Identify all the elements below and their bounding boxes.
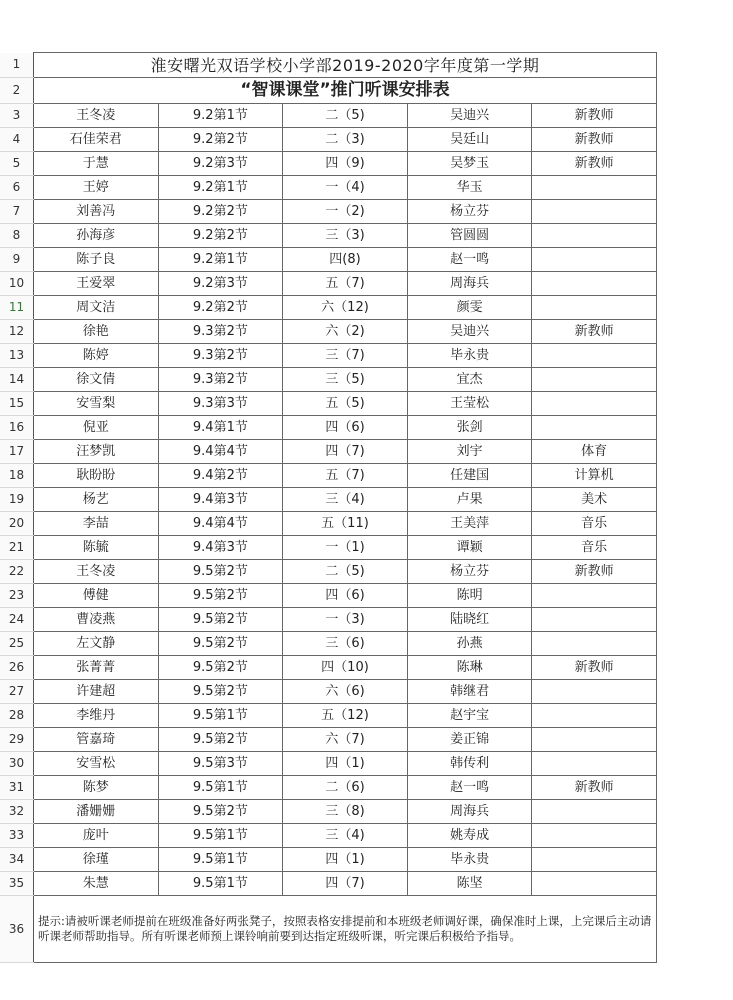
listener-name-cell[interactable]: 杨立芬	[407, 200, 532, 224]
class-cell[interactable]: 五（7)	[283, 272, 408, 296]
row-number[interactable]: 14	[0, 368, 34, 392]
row-number[interactable]: 10	[0, 272, 34, 296]
table-row	[0, 512, 733, 536]
row-number[interactable]: 25	[0, 632, 34, 656]
listener-name-cell[interactable]: 张剑	[407, 416, 532, 440]
remark-cell[interactable]: 音乐	[532, 512, 657, 536]
row-number[interactable]: 7	[0, 200, 34, 224]
row-number[interactable]: 29	[0, 728, 34, 752]
teacher-name-cell[interactable]: 管嘉琦	[34, 728, 159, 752]
table-row	[0, 608, 733, 632]
lesson-time-cell[interactable]: 9.2第2节	[158, 296, 283, 320]
teacher-name-cell[interactable]: 徐瑾	[34, 848, 159, 872]
empty-cell[interactable]	[657, 584, 733, 608]
empty-cell[interactable]	[657, 872, 733, 896]
row-number[interactable]: 28	[0, 704, 34, 728]
title-row	[0, 53, 733, 78]
lesson-time-cell[interactable]: 9.2第2节	[158, 200, 283, 224]
class-cell[interactable]: 四（7)	[283, 440, 408, 464]
lesson-time-cell[interactable]: 9.2第3节	[158, 152, 283, 176]
lesson-time-cell[interactable]: 9.4第1节	[158, 416, 283, 440]
row-number[interactable]: 22	[0, 560, 34, 584]
table-row	[0, 752, 733, 776]
lesson-time-cell[interactable]: 9.2第2节	[158, 128, 283, 152]
row-number[interactable]: 8	[0, 224, 34, 248]
row-number[interactable]: 15	[0, 392, 34, 416]
lesson-time-cell[interactable]: 9.3第2节	[158, 344, 283, 368]
teacher-name-cell[interactable]: 陈梦	[34, 776, 159, 800]
remark-cell[interactable]	[532, 752, 657, 776]
empty-cell[interactable]	[657, 416, 733, 440]
empty-cell[interactable]	[657, 632, 733, 656]
empty-cell[interactable]	[657, 560, 733, 584]
remark-cell[interactable]	[532, 368, 657, 392]
teacher-name-cell[interactable]: 曹凌燕	[34, 608, 159, 632]
lesson-time-cell[interactable]: 9.4第4节	[158, 512, 283, 536]
class-cell[interactable]: 四（6)	[283, 416, 408, 440]
class-cell[interactable]: 六（6)	[283, 680, 408, 704]
remark-cell[interactable]: 新教师	[532, 656, 657, 680]
empty-cell[interactable]	[657, 440, 733, 464]
lesson-time-cell[interactable]: 9.5第1节	[158, 704, 283, 728]
teacher-name-cell[interactable]: 安雪松	[34, 752, 159, 776]
spreadsheet	[0, 52, 733, 963]
table-row	[0, 296, 733, 320]
empty-cell[interactable]	[657, 128, 733, 152]
listener-name-cell[interactable]: 周海兵	[407, 272, 532, 296]
class-cell[interactable]: 二（5)	[283, 104, 408, 128]
remark-cell[interactable]	[532, 848, 657, 872]
teacher-name-cell[interactable]: 陈毓	[34, 536, 159, 560]
empty-cell[interactable]	[657, 728, 733, 752]
table-row	[0, 632, 733, 656]
row-number[interactable]: 35	[0, 872, 34, 896]
listener-name-cell[interactable]: 吴迪兴	[407, 320, 532, 344]
row-number[interactable]: 11	[0, 296, 34, 320]
row-number[interactable]: 16	[0, 416, 34, 440]
lesson-time-cell[interactable]: 9.5第2节	[158, 728, 283, 752]
listener-name-cell[interactable]: 赵一鸣	[407, 776, 532, 800]
listener-name-cell[interactable]: 赵宇宝	[407, 704, 532, 728]
row-number[interactable]: 2	[0, 78, 34, 104]
listener-name-cell[interactable]: 颜雯	[407, 296, 532, 320]
lesson-time-cell[interactable]: 9.5第2节	[158, 632, 283, 656]
listener-name-cell[interactable]: 姜正锦	[407, 728, 532, 752]
teacher-name-cell[interactable]: 朱慧	[34, 872, 159, 896]
sheet-title[interactable]: 淮安曙光双语学校小学部2019-2020字年度第一学期	[34, 53, 657, 78]
empty-cell[interactable]	[657, 320, 733, 344]
teacher-name-cell[interactable]: 杨艺	[34, 488, 159, 512]
class-cell[interactable]: 五（11)	[283, 512, 408, 536]
lesson-time-cell[interactable]: 9.5第2节	[158, 656, 283, 680]
remark-cell[interactable]	[532, 296, 657, 320]
lesson-time-cell[interactable]: 9.3第3节	[158, 392, 283, 416]
lesson-time-cell[interactable]: 9.2第1节	[158, 248, 283, 272]
class-cell[interactable]: 三（6)	[283, 632, 408, 656]
row-number[interactable]: 24	[0, 608, 34, 632]
teacher-name-cell[interactable]: 周文洁	[34, 296, 159, 320]
empty-cell[interactable]	[657, 800, 733, 824]
remark-cell[interactable]: 计算机	[532, 464, 657, 488]
row-number[interactable]: 36	[0, 896, 34, 963]
table-row	[0, 272, 733, 296]
class-cell[interactable]: 四(8)	[283, 248, 408, 272]
table-row	[0, 392, 733, 416]
empty-cell[interactable]	[657, 200, 733, 224]
remark-cell[interactable]: 新教师	[532, 320, 657, 344]
row-number[interactable]: 13	[0, 344, 34, 368]
class-cell[interactable]: 四（1)	[283, 848, 408, 872]
empty-cell[interactable]	[657, 53, 733, 78]
empty-cell[interactable]	[657, 78, 733, 104]
listener-name-cell[interactable]: 姚寿成	[407, 824, 532, 848]
teacher-name-cell[interactable]: 安雪梨	[34, 392, 159, 416]
class-cell[interactable]: 一（4)	[283, 176, 408, 200]
listener-name-cell[interactable]: 吴廷山	[407, 128, 532, 152]
table-row	[0, 224, 733, 248]
table-row	[0, 152, 733, 176]
empty-cell[interactable]	[657, 368, 733, 392]
class-cell[interactable]: 五（5)	[283, 392, 408, 416]
class-cell[interactable]: 六（12)	[283, 296, 408, 320]
listener-name-cell[interactable]: 吴梦玉	[407, 152, 532, 176]
table-row	[0, 704, 733, 728]
row-number[interactable]: 27	[0, 680, 34, 704]
remark-cell[interactable]	[532, 824, 657, 848]
table-row	[0, 656, 733, 680]
empty-cell[interactable]	[657, 848, 733, 872]
teacher-name-cell[interactable]: 孙海彦	[34, 224, 159, 248]
empty-cell[interactable]	[657, 296, 733, 320]
listener-name-cell[interactable]: 周海兵	[407, 800, 532, 824]
empty-cell[interactable]	[657, 536, 733, 560]
row-number[interactable]: 17	[0, 440, 34, 464]
remark-cell[interactable]	[532, 392, 657, 416]
lesson-time-cell[interactable]: 9.5第2节	[158, 800, 283, 824]
schedule-table	[0, 52, 733, 963]
table-row	[0, 680, 733, 704]
teacher-name-cell[interactable]: 于慧	[34, 152, 159, 176]
remark-cell[interactable]	[532, 680, 657, 704]
table-row	[0, 320, 733, 344]
listener-name-cell[interactable]: 卢果	[407, 488, 532, 512]
row-number[interactable]: 30	[0, 752, 34, 776]
class-cell[interactable]: 一（1)	[283, 536, 408, 560]
row-number[interactable]: 19	[0, 488, 34, 512]
row-number[interactable]: 34	[0, 848, 34, 872]
empty-cell[interactable]	[657, 272, 733, 296]
lesson-time-cell[interactable]: 9.4第3节	[158, 536, 283, 560]
listener-name-cell[interactable]: 陈琳	[407, 656, 532, 680]
class-cell[interactable]: 三（5)	[283, 368, 408, 392]
table-row	[0, 728, 733, 752]
remark-cell[interactable]	[532, 704, 657, 728]
remark-cell[interactable]	[532, 608, 657, 632]
teacher-name-cell[interactable]: 耿盼盼	[34, 464, 159, 488]
class-cell[interactable]: 四（9)	[283, 152, 408, 176]
row-number[interactable]: 6	[0, 176, 34, 200]
class-cell[interactable]: 六（7)	[283, 728, 408, 752]
empty-cell[interactable]	[657, 176, 733, 200]
empty-cell[interactable]	[657, 248, 733, 272]
class-cell[interactable]: 一（3)	[283, 608, 408, 632]
class-cell[interactable]: 三（4)	[283, 488, 408, 512]
table-row	[0, 104, 733, 128]
row-number[interactable]: 23	[0, 584, 34, 608]
note-row	[0, 896, 733, 963]
empty-cell[interactable]	[657, 680, 733, 704]
remark-cell[interactable]: 新教师	[532, 104, 657, 128]
table-row	[0, 536, 733, 560]
row-number[interactable]: 33	[0, 824, 34, 848]
lesson-time-cell[interactable]: 9.2第3节	[158, 272, 283, 296]
lesson-time-cell[interactable]: 9.5第1节	[158, 776, 283, 800]
row-number[interactable]: 18	[0, 464, 34, 488]
lesson-time-cell[interactable]: 9.4第3节	[158, 488, 283, 512]
table-row	[0, 416, 733, 440]
teacher-name-cell[interactable]: 张菁菁	[34, 656, 159, 680]
table-row	[0, 848, 733, 872]
empty-cell[interactable]	[657, 752, 733, 776]
row-number[interactable]: 4	[0, 128, 34, 152]
class-cell[interactable]: 三（3)	[283, 224, 408, 248]
listener-name-cell[interactable]: 王莹松	[407, 392, 532, 416]
empty-cell[interactable]	[657, 608, 733, 632]
empty-cell[interactable]	[657, 512, 733, 536]
listener-name-cell[interactable]: 韩继君	[407, 680, 532, 704]
remark-cell[interactable]: 新教师	[532, 560, 657, 584]
row-number[interactable]: 12	[0, 320, 34, 344]
teacher-name-cell[interactable]: 许建超	[34, 680, 159, 704]
table-row	[0, 464, 733, 488]
teacher-name-cell[interactable]: 潘姗姗	[34, 800, 159, 824]
footer-note[interactable]: 提示:请被听课老师提前在班级准备好两张凳子，按照表格安排提前和本班级老师调好课，确保准时上课，上完课后主动请听课老师帮助指导。所有听课老师预上课铃响前要到达指定班级听课，听完课后积极给予指导。	[34, 896, 657, 963]
sheet-subtitle[interactable]: “智课课堂”推门听课安排表	[34, 78, 657, 104]
remark-cell[interactable]	[532, 584, 657, 608]
table-row	[0, 344, 733, 368]
listener-name-cell[interactable]: 孙燕	[407, 632, 532, 656]
listener-name-cell[interactable]: 陈明	[407, 584, 532, 608]
remark-cell[interactable]	[532, 728, 657, 752]
class-cell[interactable]: 一（2)	[283, 200, 408, 224]
class-cell[interactable]: 六（2)	[283, 320, 408, 344]
lesson-time-cell[interactable]: 9.5第1节	[158, 848, 283, 872]
listener-name-cell[interactable]: 华玉	[407, 176, 532, 200]
lesson-time-cell[interactable]: 9.2第2节	[158, 224, 283, 248]
table-row	[0, 776, 733, 800]
listener-name-cell[interactable]: 管圆圆	[407, 224, 532, 248]
lesson-time-cell[interactable]: 9.3第2节	[158, 368, 283, 392]
empty-cell[interactable]	[657, 152, 733, 176]
empty-cell[interactable]	[657, 776, 733, 800]
lesson-time-cell[interactable]: 9.5第1节	[158, 824, 283, 848]
teacher-name-cell[interactable]: 汪梦凯	[34, 440, 159, 464]
table-row	[0, 128, 733, 152]
listener-name-cell[interactable]: 陈坚	[407, 872, 532, 896]
class-cell[interactable]: 二（3)	[283, 128, 408, 152]
row-number[interactable]: 26	[0, 656, 34, 680]
table-row	[0, 800, 733, 824]
table-row	[0, 584, 733, 608]
teacher-name-cell[interactable]: 石佳荣君	[34, 128, 159, 152]
remark-cell[interactable]	[532, 224, 657, 248]
row-number[interactable]: 21	[0, 536, 34, 560]
lesson-time-cell[interactable]: 9.5第1节	[158, 872, 283, 896]
class-cell[interactable]: 四（10)	[283, 656, 408, 680]
class-cell[interactable]: 三（8)	[283, 800, 408, 824]
row-number[interactable]: 31	[0, 776, 34, 800]
remark-cell[interactable]	[532, 344, 657, 368]
listener-name-cell[interactable]: 刘宇	[407, 440, 532, 464]
empty-cell[interactable]	[657, 392, 733, 416]
empty-cell[interactable]	[657, 488, 733, 512]
empty-cell[interactable]	[657, 224, 733, 248]
lesson-time-cell[interactable]: 9.4第4节	[158, 440, 283, 464]
remark-cell[interactable]	[532, 632, 657, 656]
remark-cell[interactable]: 音乐	[532, 536, 657, 560]
teacher-name-cell[interactable]: 王冬凌	[34, 560, 159, 584]
table-row	[0, 488, 733, 512]
teacher-name-cell[interactable]: 倪亚	[34, 416, 159, 440]
class-cell[interactable]: 五（7)	[283, 464, 408, 488]
empty-cell[interactable]	[657, 344, 733, 368]
row-number[interactable]: 1	[0, 53, 34, 78]
class-cell[interactable]: 四（6)	[283, 584, 408, 608]
empty-cell[interactable]	[657, 104, 733, 128]
empty-cell[interactable]	[657, 464, 733, 488]
listener-name-cell[interactable]: 吴迪兴	[407, 104, 532, 128]
empty-cell[interactable]	[657, 896, 733, 963]
table-row	[0, 368, 733, 392]
teacher-name-cell[interactable]: 徐艳	[34, 320, 159, 344]
remark-cell[interactable]	[532, 872, 657, 896]
teacher-name-cell[interactable]: 陈婷	[34, 344, 159, 368]
listener-name-cell[interactable]: 王美萍	[407, 512, 532, 536]
remark-cell[interactable]: 新教师	[532, 128, 657, 152]
remark-cell[interactable]: 体育	[532, 440, 657, 464]
empty-cell[interactable]	[657, 704, 733, 728]
teacher-name-cell[interactable]: 左文静	[34, 632, 159, 656]
listener-name-cell[interactable]: 陆晓红	[407, 608, 532, 632]
remark-cell[interactable]	[532, 800, 657, 824]
listener-name-cell[interactable]: 韩传利	[407, 752, 532, 776]
class-cell[interactable]: 三（7)	[283, 344, 408, 368]
teacher-name-cell[interactable]: 李维丹	[34, 704, 159, 728]
row-number[interactable]: 20	[0, 512, 34, 536]
lesson-time-cell[interactable]: 9.5第2节	[158, 584, 283, 608]
table-row	[0, 248, 733, 272]
table-row	[0, 176, 733, 200]
row-number[interactable]: 9	[0, 248, 34, 272]
lesson-time-cell[interactable]: 9.5第2节	[158, 608, 283, 632]
empty-cell[interactable]	[657, 824, 733, 848]
class-cell[interactable]: 五（12)	[283, 704, 408, 728]
table-row	[0, 560, 733, 584]
teacher-name-cell[interactable]: 陈子良	[34, 248, 159, 272]
table-row	[0, 440, 733, 464]
teacher-name-cell[interactable]: 庞叶	[34, 824, 159, 848]
lesson-time-cell[interactable]: 9.5第3节	[158, 752, 283, 776]
class-cell[interactable]: 二（5)	[283, 560, 408, 584]
row-number[interactable]: 5	[0, 152, 34, 176]
teacher-name-cell[interactable]: 王冬凌	[34, 104, 159, 128]
subtitle-row	[0, 78, 733, 104]
row-number[interactable]: 32	[0, 800, 34, 824]
row-number[interactable]: 3	[0, 104, 34, 128]
table-row	[0, 824, 733, 848]
empty-cell[interactable]	[657, 656, 733, 680]
listener-name-cell[interactable]: 毕永贵	[407, 344, 532, 368]
remark-cell[interactable]	[532, 416, 657, 440]
lesson-time-cell[interactable]: 9.5第2节	[158, 680, 283, 704]
table-row	[0, 200, 733, 224]
remark-cell[interactable]: 美术	[532, 488, 657, 512]
class-cell[interactable]: 四（7)	[283, 872, 408, 896]
table-row	[0, 872, 733, 896]
remark-cell[interactable]: 新教师	[532, 776, 657, 800]
lesson-time-cell[interactable]: 9.2第1节	[158, 104, 283, 128]
listener-name-cell[interactable]: 任建国	[407, 464, 532, 488]
listener-name-cell[interactable]: 宜杰	[407, 368, 532, 392]
teacher-name-cell[interactable]: 徐文倩	[34, 368, 159, 392]
class-cell[interactable]: 三（4)	[283, 824, 408, 848]
remark-cell[interactable]: 新教师	[532, 152, 657, 176]
listener-name-cell[interactable]: 谭颖	[407, 536, 532, 560]
remark-cell[interactable]	[532, 248, 657, 272]
listener-name-cell[interactable]: 赵一鸣	[407, 248, 532, 272]
listener-name-cell[interactable]: 毕永贵	[407, 848, 532, 872]
teacher-name-cell[interactable]: 李喆	[34, 512, 159, 536]
class-cell[interactable]: 二（6)	[283, 776, 408, 800]
teacher-name-cell[interactable]: 王爱翠	[34, 272, 159, 296]
lesson-time-cell[interactable]: 9.3第2节	[158, 320, 283, 344]
remark-cell[interactable]	[532, 272, 657, 296]
teacher-name-cell[interactable]: 刘善冯	[34, 200, 159, 224]
listener-name-cell[interactable]: 杨立芬	[407, 560, 532, 584]
remark-cell[interactable]	[532, 200, 657, 224]
lesson-time-cell[interactable]: 9.2第1节	[158, 176, 283, 200]
remark-cell[interactable]	[532, 176, 657, 200]
class-cell[interactable]: 四（1)	[283, 752, 408, 776]
lesson-time-cell[interactable]: 9.4第2节	[158, 464, 283, 488]
teacher-name-cell[interactable]: 傅健	[34, 584, 159, 608]
teacher-name-cell[interactable]: 王婷	[34, 176, 159, 200]
lesson-time-cell[interactable]: 9.5第2节	[158, 560, 283, 584]
